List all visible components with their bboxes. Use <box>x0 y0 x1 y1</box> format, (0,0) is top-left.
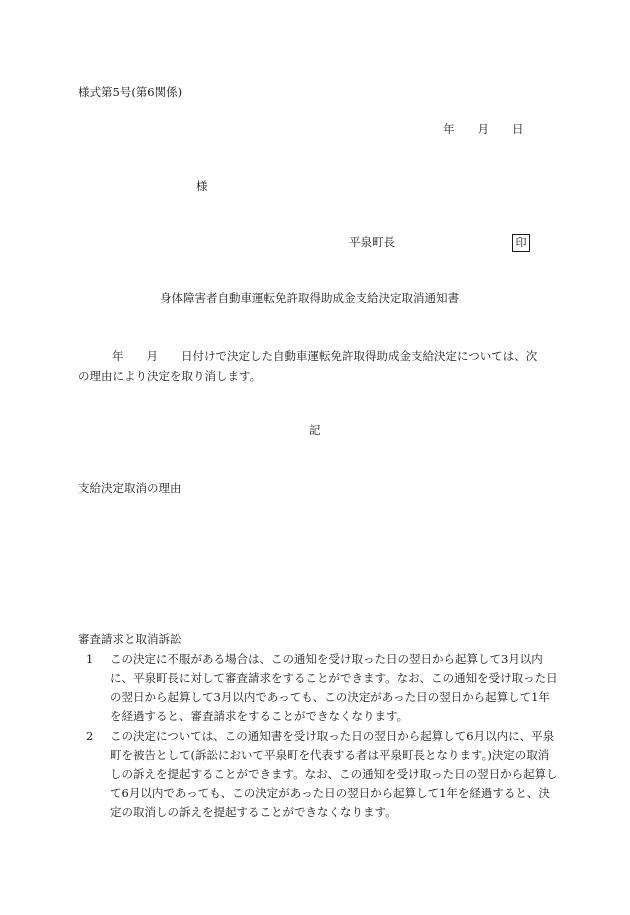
issuer-name: 平泉町長 <box>349 235 395 249</box>
document-title: 身体障害者自動車運転免許取得助成金支給決定取消通知書 <box>160 291 459 305</box>
body-line-2: の理由により決定を取り消します。 <box>78 369 262 383</box>
date-line: 年 月 日 <box>443 122 524 136</box>
seal-mark: 印 <box>512 234 530 252</box>
appeal-item-text: この決定については、この通知書を受け取った日の翌日から起算して6月以内に、平泉町を被告として(訴訟において平泉町を代表する者は平泉町長となります。)決定の取消しの訴えを提起することができます。なお、この通知を受け取った日の翌日から起算して6月以内であっても、この決定があった日の翌日から起算して1年を経過すると、決定の取消しの訴えを提起することができなくなります。 <box>110 729 558 819</box>
reason-label: 支給決定取消の理由 <box>78 481 182 495</box>
ki-marker: 記 <box>309 423 321 437</box>
body-line-1: 年 月 日付けで決定した自動車運転免許取得助成金支給決定については、次 <box>112 349 538 363</box>
body-paragraph <box>78 346 556 386</box>
appeal-item-1 <box>78 650 558 726</box>
appeal-notice <box>78 630 558 823</box>
appeal-item-number: 1 <box>86 652 94 666</box>
form-number: 様式第5号(第6関係) <box>78 85 183 99</box>
recipient-suffix: 様 <box>196 179 208 193</box>
appeal-heading: 審査請求と取消訴訟 <box>78 632 182 646</box>
appeal-item-2 <box>78 727 558 822</box>
appeal-item-number: 2 <box>86 729 94 743</box>
appeal-item-text: この決定に不服がある場合は、この通知を受け取った日の翌日から起算して3月以内に、平泉町長に対して審査請求をすることができます。なお、この通知を受け取った日の翌日から起算して3月以内であっても、この決定があった日の翌日から起算して1年を経過すると、審査請求をすることができなくなります。 <box>110 652 558 723</box>
